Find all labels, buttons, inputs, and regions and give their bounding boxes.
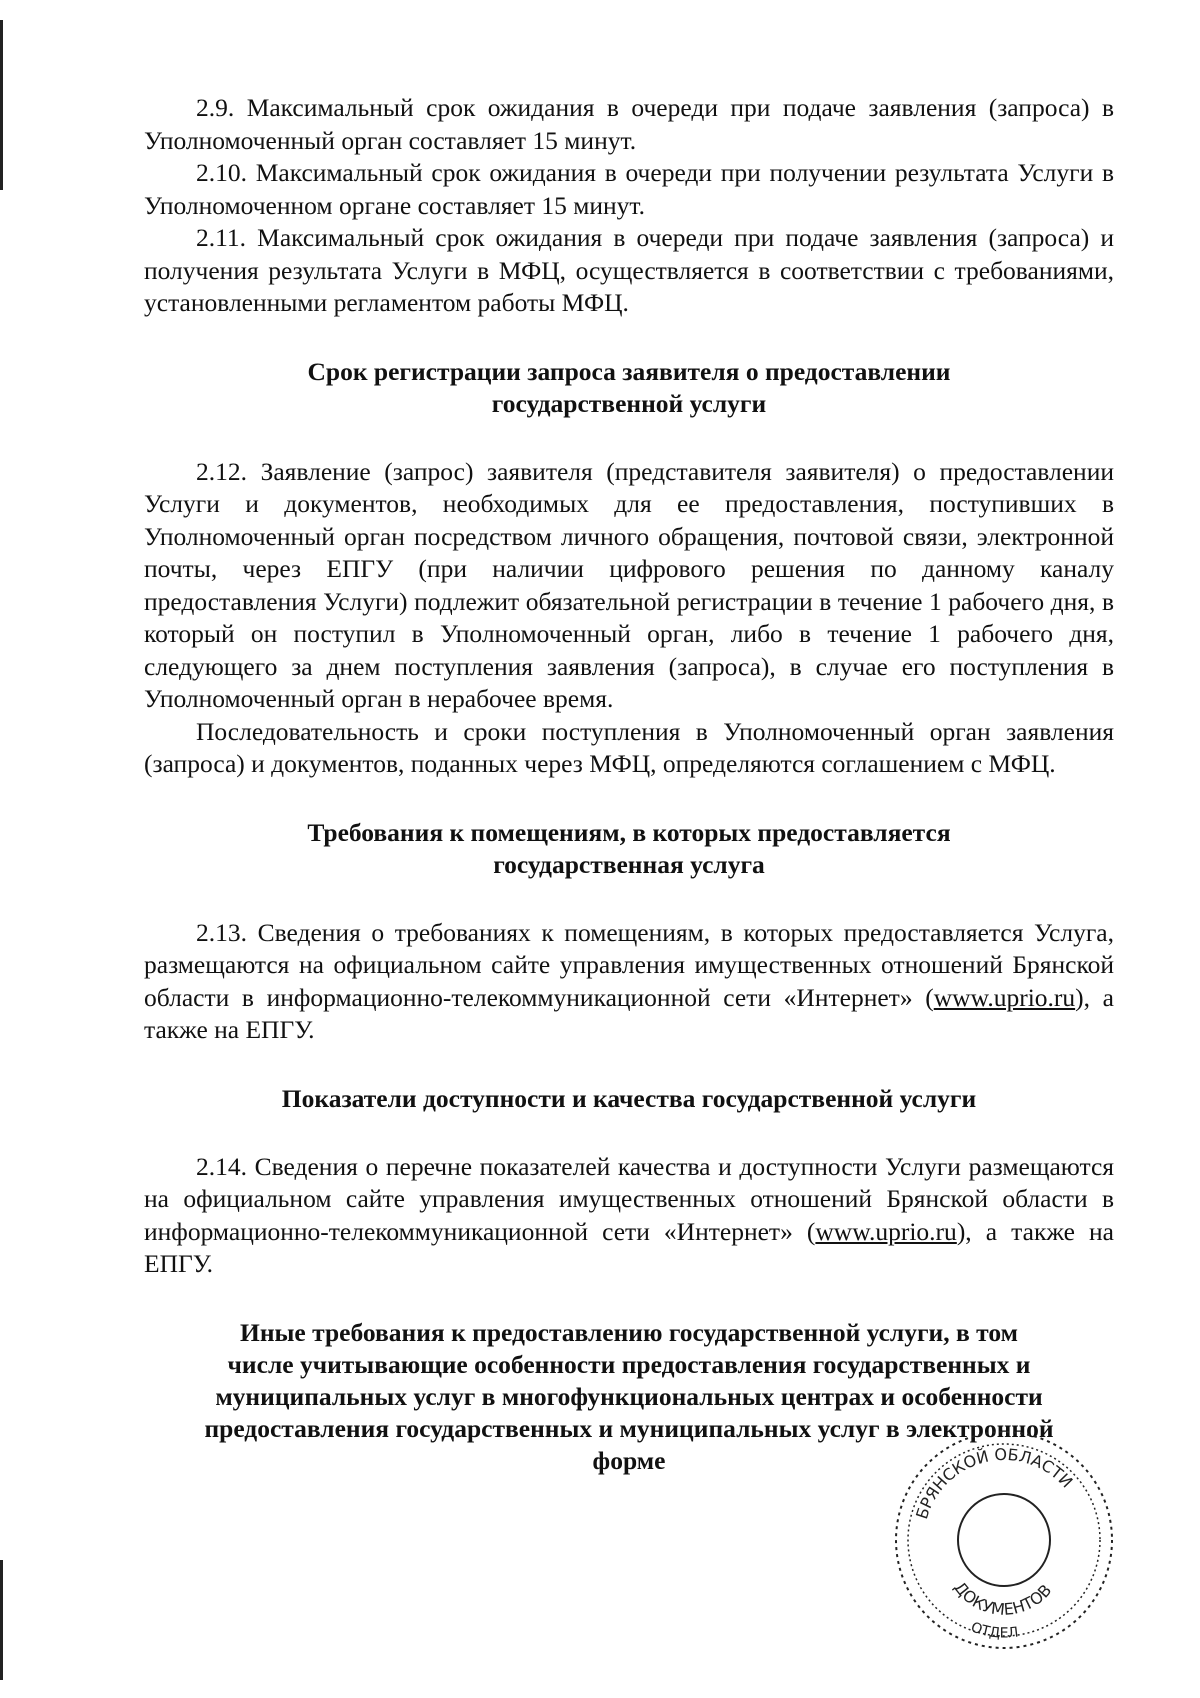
section-heading-indicators: Показатели доступности и качества государственной услуги [281,1083,977,1113]
paragraph-2-13 [144,917,1114,1047]
stamp-outer-text: БРЯНСКОЙ ОБЛАСТИ [912,1444,1077,1522]
paragraph-2-10: 2.10. Максимальный срок ожидания в очереди при получении результата Услуги в Уполномоченном органе составляет 15 минут. [144,158,1114,220]
paragraph-2-14 [144,1151,1114,1281]
paragraph-2-13-tail: ), а также на ЕПГУ. [144,982,1115,1044]
section-heading-registration-line2: государственной услуги [491,388,767,418]
paragraph-2-12-continued: Последовательность и сроки поступления в Уполномоченный орган заявления (запроса) и документов, поданных через МФЦ, определяются соглашением с МФЦ. [144,716,1114,778]
section-heading-premises-line2: государственная услуга [493,849,765,879]
stamp-inner-text: ДОКУМЕНТОВ [950,1577,1056,1620]
paragraph-2-11: 2.11. Максимальный срок ожидания в очереди при подаче заявления (запроса) и получения результата Услуги в МФЦ, осуществляется в соответствии с требованиями, установленными регламентом работы МФЦ. [144,223,1114,317]
scan-edge-mark-top [0,20,3,190]
section-heading-other-line5: форме [592,1445,666,1475]
paragraph-2-14-text: 2.14. Сведения о перечне показателей качества и доступности Услуги размещаются на официальном сайте управления имущественных отношений Брянской области в информационно-телекоммуникационной сети «Интернет» ( [144,1151,1114,1246]
official-stamp [884,1420,1124,1660]
section-heading-premises-line1: Требования к помещениям, в которых предоставляется [307,817,951,847]
section-heading-other-line4: предоставления государственных и муниципальных услуг в электронной [204,1413,1054,1443]
uprio-link[interactable]: www.uprio.ru [933,982,1076,1012]
section-heading-other-line1: Иные требования к предоставлению государственной услуги, в том [240,1317,1018,1347]
section-heading-registration-line1: Срок регистрации запроса заявителя о предоставлении [307,356,951,386]
scan-edge-mark-bottom [0,1560,3,1680]
paragraph-2-13-text: 2.13. Сведения о требованиях к помещениям, в которых предоставляется Услуга, размещаются на официальном сайте управления имущественных отношений Брянской области в информационно-телекоммуникационной сети «Интернет» ( [144,917,1114,1012]
section-heading-other-line3: муниципальных услуг в многофункциональных центрах и особенности [215,1381,1043,1411]
paragraph-2-14-tail: ), а также на ЕПГУ. [144,1216,1114,1278]
document-page [144,92,1114,1477]
paragraph-2-12: 2.12. Заявление (запрос) заявителя (представителя заявителя) о предоставлении Услуги и документов, необходимых для ее предоставления, поступивших в Уполномоченный орган посредством личного обращения, почтовой связи, электронной почты, через ЕПГУ (при наличии цифрового решения по данному каналу предоставления Услуги) подлежит обязательной регистрации в течение 1 рабочего дня, в который он поступил в Уполномоченный орган, либо в течение 1 рабочего дня, следующего за днем поступления заявления (запроса), в случае его поступления в Уполномоченный орган в нерабочее время. [144,456,1114,713]
stamp-bottom-text: ОТДЕЛ [968,1619,1020,1642]
paragraph-2-9: 2.9. Максимальный срок ожидания в очереди при подаче заявления (запроса) в Уполномоченный орган составляет 15 минут. [144,93,1114,155]
section-heading-other-line2: числе учитывающие особенности предоставления государственных и [227,1349,1031,1379]
uprio-link-2[interactable]: www.uprio.ru [815,1216,957,1246]
